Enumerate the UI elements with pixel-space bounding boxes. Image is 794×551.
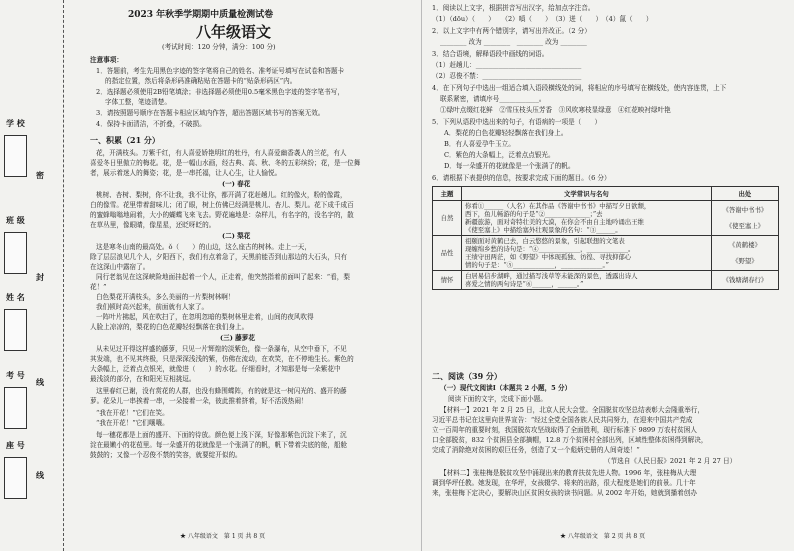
cut-char-mi: 密 <box>36 171 44 180</box>
passage-line: 我们顿时高兴起来，前面就有人家了。 <box>96 303 209 311</box>
question-3-item[interactable]: （2）忍俊不禁：______________________________ <box>432 72 582 80</box>
passage-line: 喜爱冬日里傲立的梅花。花，是一幅山水画，经古典、高、秋、冬的五彩缤纷；花，是一位舞 <box>90 159 361 167</box>
question-5-option[interactable]: A．梨花的白色花瓣轻轻飘落在我们身上。 <box>444 129 568 137</box>
table-row <box>433 271 779 290</box>
section-1-heading: 一、积累（21 分） <box>90 135 160 145</box>
passage-line: “我在开花！”它们嚷嚷。 <box>96 419 169 427</box>
passage-line: 在草丛里，像眼睛，像星星，还眨呀眨的。 <box>90 221 216 229</box>
table-header-row <box>433 187 779 201</box>
passage-line: 桃树、杏树、梨树，你不让我，我不让你，都开满了花赶趟儿。红的像火，粉的像霞， <box>96 191 347 199</box>
passage-line: 人脸上凉凉的，梨花的白色花瓣轻轻飘落在我们身上。 <box>90 323 249 331</box>
table-header: 出处 <box>711 187 778 201</box>
source-cell <box>711 236 778 271</box>
cell-line: 喜爱之情的两句诗是“⑥______，______。” <box>465 280 584 288</box>
reading-line: 【材料二】张桂梅是脱贫攻坚中涌现出来的教育扶贫先进人物。1996 年，张桂梅从大理 <box>440 469 697 477</box>
passage-line: 淀在最嫩小的花苞里。每一朵盛开的花就像是一个张满了的帆，帆下带着尖底的舱，船舱 <box>90 441 348 449</box>
exam-title: 2023 年秋季学期期中质量检测试卷 <box>128 10 274 20</box>
class-field[interactable] <box>4 232 27 274</box>
question-4: 4．在下列句子中选出一组适合填入语段横线处的词，将相应的序号填写在横线处，使内容连贯，上下 <box>432 84 727 92</box>
passage-line: “我在开花！”它们在笑。 <box>96 409 169 417</box>
text-cell[interactable] <box>462 201 712 236</box>
cell-line: 现缠绵乡愁的诗句是：“④_____________，_____________。 <box>465 245 635 253</box>
reading-line: 立一百周年的重要时刻，我国脱贫攻坚战取得了全面胜利，现行标准下 9899 万农村贫困人 <box>432 426 697 434</box>
table-header: 文学常识与名句 <box>462 187 712 201</box>
cut-char-xian-2: 线 <box>36 471 44 480</box>
passage-line: 花，开满枝头。万紫千红，有人喜爱娇艳明红的牡丹，有人喜爱幽香袭人的兰花，有人 <box>96 149 347 157</box>
cell-line: 《使至塞上》中描绘塞外壮观景象的名句：“③______。 <box>465 226 622 234</box>
table-header: 主题 <box>433 187 462 201</box>
passage-title-wisteria: (三) 藤萝花 <box>220 334 255 342</box>
question-5: 5．下列从语段中选出来的句子，有语病的一项是（ ） <box>432 118 602 126</box>
passage-line: 大条幅上，泛着点点银光，就像进（ ）的水花。仔细看时，才知那是每一朵紫花中 <box>90 365 341 373</box>
gutter-label-class: 班 级 <box>6 216 25 225</box>
cell-line: 你看①______（人名）在其作品《答谢中书书》中描写夕日欲颓， <box>465 202 651 210</box>
source-cell <box>711 201 778 236</box>
cell-line: 新疆旅游，面对奇特壮美的大漠，在你会不由自主地吟诵出王维 <box>465 218 644 226</box>
subject-title: 八年级语文 <box>196 23 272 41</box>
name-field[interactable] <box>4 309 27 351</box>
passage-line: 同行老翁见在这深峡险地面挂起着一个人，正走着，他突然指着前面叫了起来：“看，梨 <box>96 273 350 281</box>
passage-line: 鼓鼓的；又像一个忍俊不禁的笑容，就要绽开似的。 <box>90 451 242 459</box>
passage-line: 从未见过开得这样盛的藤萝，只见一片辉煌的淡紫色，像一条瀑布，从空中垂下，不见 <box>96 345 347 353</box>
theme-cell: 品性 <box>433 236 462 271</box>
text-cell[interactable] <box>462 236 712 271</box>
theme-cell: 情怀 <box>433 271 462 290</box>
note-line: 1．答题前，考生先用黑色字迹的签字笔将自己的姓名、准考证号填写在试卷和答题卡 <box>96 67 345 75</box>
passage-line: 一阵叶片拂起，风在吹扫了，在忽明忽暗的梨树林里走着，山间的夜风吹得 <box>96 313 314 321</box>
passage-line: 这是寒冬山南的最高处。ǒ（ ）的山边，这么座古的树林。走上一天， <box>96 243 311 251</box>
cell-line: 西下，鱼儿畅游的句子是“②______________；”去 <box>465 210 603 218</box>
passage-line: 其发端，也不见其终极，只是深深浅浅的紫，仿佛在流动，在欢笑，在不停地生长。紫色的 <box>90 355 354 363</box>
passage-line: 除了层层浪见几个人，夕阳西下，我们有点着急了，天黑前能否到山那边的大石头，只有 <box>90 253 348 261</box>
cell-line: 白居易信步湖畔，通过描写浅草等未能深的景色，透露出诗人 <box>465 272 638 280</box>
source-title: 《答谢中书书》 <box>722 206 768 214</box>
source-cell: 《钱塘湖春行》 <box>711 271 778 290</box>
source-title: 《使至塞上》 <box>725 222 765 230</box>
cut-char-xian: 线 <box>36 378 44 387</box>
note-line: 2．选择题必须使用2B铅笔填涂；非选择题必须使用0.5毫米黑色字迹的签字笔书写， <box>96 88 344 96</box>
footer-page-1: ★ 八年级语文 第 1 页 共 8 页 <box>180 533 266 540</box>
reading-source: （节选自《人民日报》2021 年 2 月 27 日） <box>604 457 737 465</box>
footer-page-2: ★ 八年级语文 第 2 页 共 8 页 <box>560 533 646 540</box>
passage-line: 最浅淡的部分，在和阳光互相挑逗。 <box>90 375 196 383</box>
reading-line: 【材料一】2021 年 2 月 25 日，北京人民大会堂。全国脱贫攻坚总结表彰大会隆重举行， <box>440 406 705 414</box>
source-title: 《野望》 <box>732 257 758 265</box>
notes-title: 注意事项： <box>90 56 123 64</box>
table-row <box>433 236 779 271</box>
cell-line: 情的句子是：“⑤_____________，_____________。” <box>465 261 609 269</box>
note-line: 的指定位置，然后将条形码准确粘贴在答题卡的“贴条形码区”内。 <box>105 77 297 85</box>
cell-line: 祖颐面对黄鹤已去，白云悠悠的景象，引起联想的文笔表 <box>465 237 625 245</box>
reading-line: 来，张桂梅下定决心，要解决山区贫困女孩的读书问题。从 2002 年开始，她就到播着创办 <box>432 489 697 497</box>
question-5-option[interactable]: D．每一朵盛开的花就像是一个张满了的帆。 <box>444 162 575 170</box>
gutter-label-seat: 座 号 <box>6 441 25 450</box>
section-2-intro: 阅读下面的文字，完成下面小题。 <box>448 395 547 403</box>
passage-title-pear: (二) 梨花 <box>222 232 251 240</box>
question-4-options: ①绿叶点缀红花鲜 ②雪压枝头压芳香 ③风吹寒枝显绿意 ④红花映衬绿叶艳 <box>440 106 671 114</box>
seat-field[interactable] <box>4 457 27 499</box>
text-cell[interactable] <box>462 271 712 290</box>
section-2-heading: 二、阅读（39 分） <box>432 371 502 381</box>
table-row <box>433 201 779 236</box>
cell-line: 王绩守田两茫，如《野望》中体现孤独、彷徨、寻找抑郁心 <box>465 253 632 261</box>
passage-line: 这里春红已谢，没有赏花的人群，也没有蜂围蝶阵，有的就是这一树闪光的、盛开的藤 <box>96 387 347 395</box>
source-title: 《黄鹤楼》 <box>728 241 761 249</box>
passage-line: 白的像雪。花里带着甜味儿；闭了眼，树上仿佛已经满是桃儿、杏儿、梨儿。花下成千成百 <box>90 201 354 209</box>
question-2: 2．以上文字中有两个错别字，请写出并改正。（2 分） <box>432 27 591 35</box>
question-5-option[interactable]: B．有人喜爱孕牛玉立。 <box>444 140 515 148</box>
literature-table <box>432 186 779 290</box>
passage-line: 者，展示着迷人的舞姿；花，是一串托福，让人心生，让人愉悦。 <box>90 169 282 177</box>
passage-line: 的蜜蜂嗡嗡地闹着，大小的蝴蝶飞来飞去。野花遍地是：杂样儿，有名字的，没名字的，散 <box>90 211 354 219</box>
passage-line: 花！” <box>90 283 107 291</box>
theme-cell: 自然 <box>433 201 462 236</box>
exam-meta: (考试时间：120 分钟，满分：100 分) <box>162 43 276 51</box>
passage-line: 每一穗花都是上面的盛开、下面的待放。颜色便上浅下深，好像那紫色沉淀下来了，沉 <box>96 431 347 439</box>
question-3-item[interactable]: （1）赶趟儿：________________________________ <box>432 61 582 69</box>
column-divider <box>421 0 422 551</box>
passage-line: 白色梨花开满枝头，多么美丽的一片梨树林啊！ <box>96 293 235 301</box>
passage-line: 萝。花朵儿一串挨着一串，一朵接着一朵，彼此推着挤着，好不活泼热闹！ <box>90 397 308 405</box>
reading-line: 完成了消除绝对贫困的艰巨任务，创造了又一个彪炳史册的人间奇迹！” <box>432 446 640 454</box>
question-2-blank[interactable]: ________ 改为 ________ ________ 改为 ________ <box>440 38 587 46</box>
gutter-label-exam-number: 考 号 <box>6 371 25 380</box>
cut-char-feng: 封 <box>36 273 44 282</box>
question-3: 3．结合语境，解释语段中画线的词语。 <box>432 50 549 58</box>
question-1-items: （1）（dōu）（ ） （2）嗔（ ） （3）迸（ ） （4）氤（ ） <box>432 15 653 23</box>
reading-line: 调到华坪任教。她发现，在华坪，女孩辍学、将来的出路，很大程度是她们的前景。几十年 <box>432 479 696 487</box>
note-line: 3．请按照题号顺序在答题卡相应区域内作答，超出答题区域书写的答案无效。 <box>96 109 325 117</box>
reading-line: 口全部脱贫，832 个贫困县全部摘帽，12.8 万个贫困村全部出列，区域性整体贫困得到解决， <box>432 436 708 444</box>
question-1: 1．阅读以上文字，根据拼音写出汉字，给加点字注音。 <box>432 4 595 12</box>
note-line: 字体工整，笔迹清楚。 <box>105 98 171 106</box>
school-field[interactable] <box>4 135 27 177</box>
question-4-line[interactable]: 联系紧密，请填序号____________。 <box>440 95 546 103</box>
passage-title-spring: (一) 春花 <box>222 180 251 188</box>
note-line: 4．保持卡面清洁，不折叠，不破损。 <box>96 120 206 128</box>
section-2-sub: （一）现代文阅读Ⅰ（本题共 2 小题，5 分） <box>440 384 572 392</box>
seal-line <box>63 0 64 551</box>
gutter-label-school: 学 校 <box>6 119 25 128</box>
question-6: 6．请根据下表提供的信息，按要求完成下面的题目。（6 分） <box>432 174 611 182</box>
reading-line: 习近平总书记在这里向世界宣告：“经过全党全国各族人民共同努力，在迎来中国共产党成 <box>432 416 693 424</box>
exam-number-field[interactable] <box>4 387 27 429</box>
passage-line: 在这深山中露宿了。 <box>90 263 150 271</box>
question-5-option[interactable]: C．紫色的大条幅上，泛着点点银光。 <box>444 151 555 159</box>
gutter-label-name: 姓 名 <box>6 293 25 302</box>
